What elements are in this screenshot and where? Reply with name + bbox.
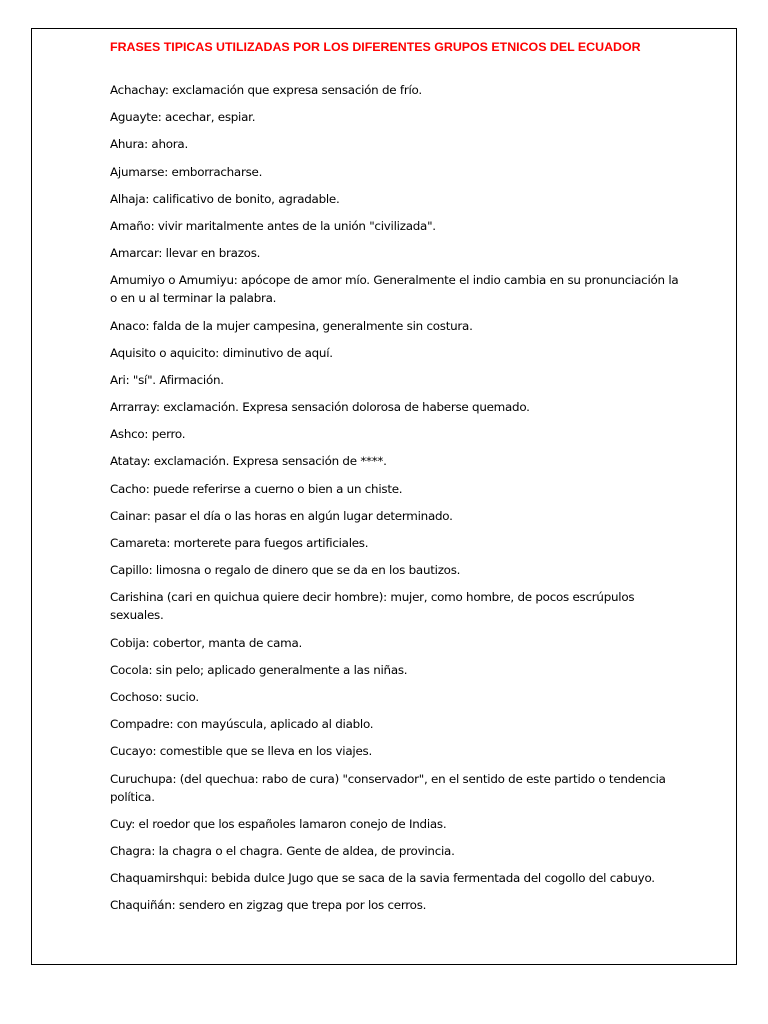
glossary-entry: Ajumarse: emborracharse.: [110, 164, 263, 179]
glossary-entry: Chagra: la chagra o el chagra. Gente de aldea, de provincia.: [110, 843, 455, 858]
glossary-entry: Aquisito o aquicito: diminutivo de aquí.: [110, 345, 333, 360]
glossary-entry: Ashco: perro.: [110, 427, 186, 442]
glossary-list: [110, 81, 680, 923]
glossary-entry: Alhaja: calificativo de bonito, agradable.: [110, 191, 340, 206]
glossary-entry: Cochoso: sucio.: [110, 689, 199, 704]
glossary-entry: Cobija: cobertor, manta de cama.: [110, 635, 303, 650]
glossary-entry: Cocola: sin pelo; aplicado generalmente a las niñas.: [110, 662, 408, 677]
glossary-entry: Capillo: limosna o regalo de dinero que se da en los bautizos.: [110, 563, 461, 578]
glossary-entry: Cacho: puede referirse a cuerno o bien a un chiste.: [110, 481, 403, 496]
glossary-entry: Amarcar: llevar en brazos.: [110, 246, 261, 261]
glossary-entry: Aguayte: acechar, espiar.: [110, 110, 256, 125]
glossary-entry: Amumiyo o Amumiyu: apócope de amor mío. Generalmente el indio cambia en su pronunciación la o en u al terminar la palabra.: [110, 273, 679, 306]
glossary-entry: Compadre: con mayúscula, aplicado al diablo.: [110, 717, 374, 732]
glossary-entry: Cucayo: comestible que se lleva en los viajes.: [110, 744, 372, 759]
glossary-entry: Camareta: morterete para fuegos artificiales.: [110, 536, 369, 550]
glossary-entry: Curuchupa: (del quechua: rabo de cura) "conservador", en el sentido de este partido o tendencia política.: [110, 771, 666, 804]
glossary-entry: Ari: "sí". Afirmación.: [110, 372, 224, 387]
glossary-entry: Atatay: exclamación. Expresa sensación de ****.: [110, 454, 387, 469]
glossary-entry: Achachay: exclamación que expresa sensación de frío.: [110, 83, 422, 97]
glossary-entry: Amaño: vivir maritalmente antes de la unión "civilizada".: [110, 218, 436, 233]
glossary-entry: Arrarray: exclamación. Expresa sensación dolorosa de haberse quemado.: [110, 400, 530, 415]
glossary-entry: Anaco: falda de la mujer campesina, generalmente sin costura.: [110, 318, 473, 333]
glossary-entry: Chaquamirshqui: bebida dulce Jugo que se saca de la savia fermentada del cogollo del cabuyo.: [110, 871, 655, 886]
document-title: FRASES TIPICAS UTILIZADAS POR LOS DIFERENTES GRUPOS ETNICOS DEL ECUADOR: [110, 40, 641, 54]
glossary-entry: Ahura: ahora.: [110, 137, 188, 152]
glossary-entry: Cuy: el roedor que los españoles lamaron conejo de Indias.: [110, 816, 447, 831]
glossary-entry: Chaquiñán: sendero en zigzag que trepa por los cerros.: [110, 898, 427, 913]
glossary-entry: Cainar: pasar el día o las horas en algún lugar determinado.: [110, 508, 453, 523]
glossary-entry: Carishina (cari en quichua quiere decir hombre): mujer, como hombre, de pocos escrúpulos sexuales.: [110, 590, 635, 623]
